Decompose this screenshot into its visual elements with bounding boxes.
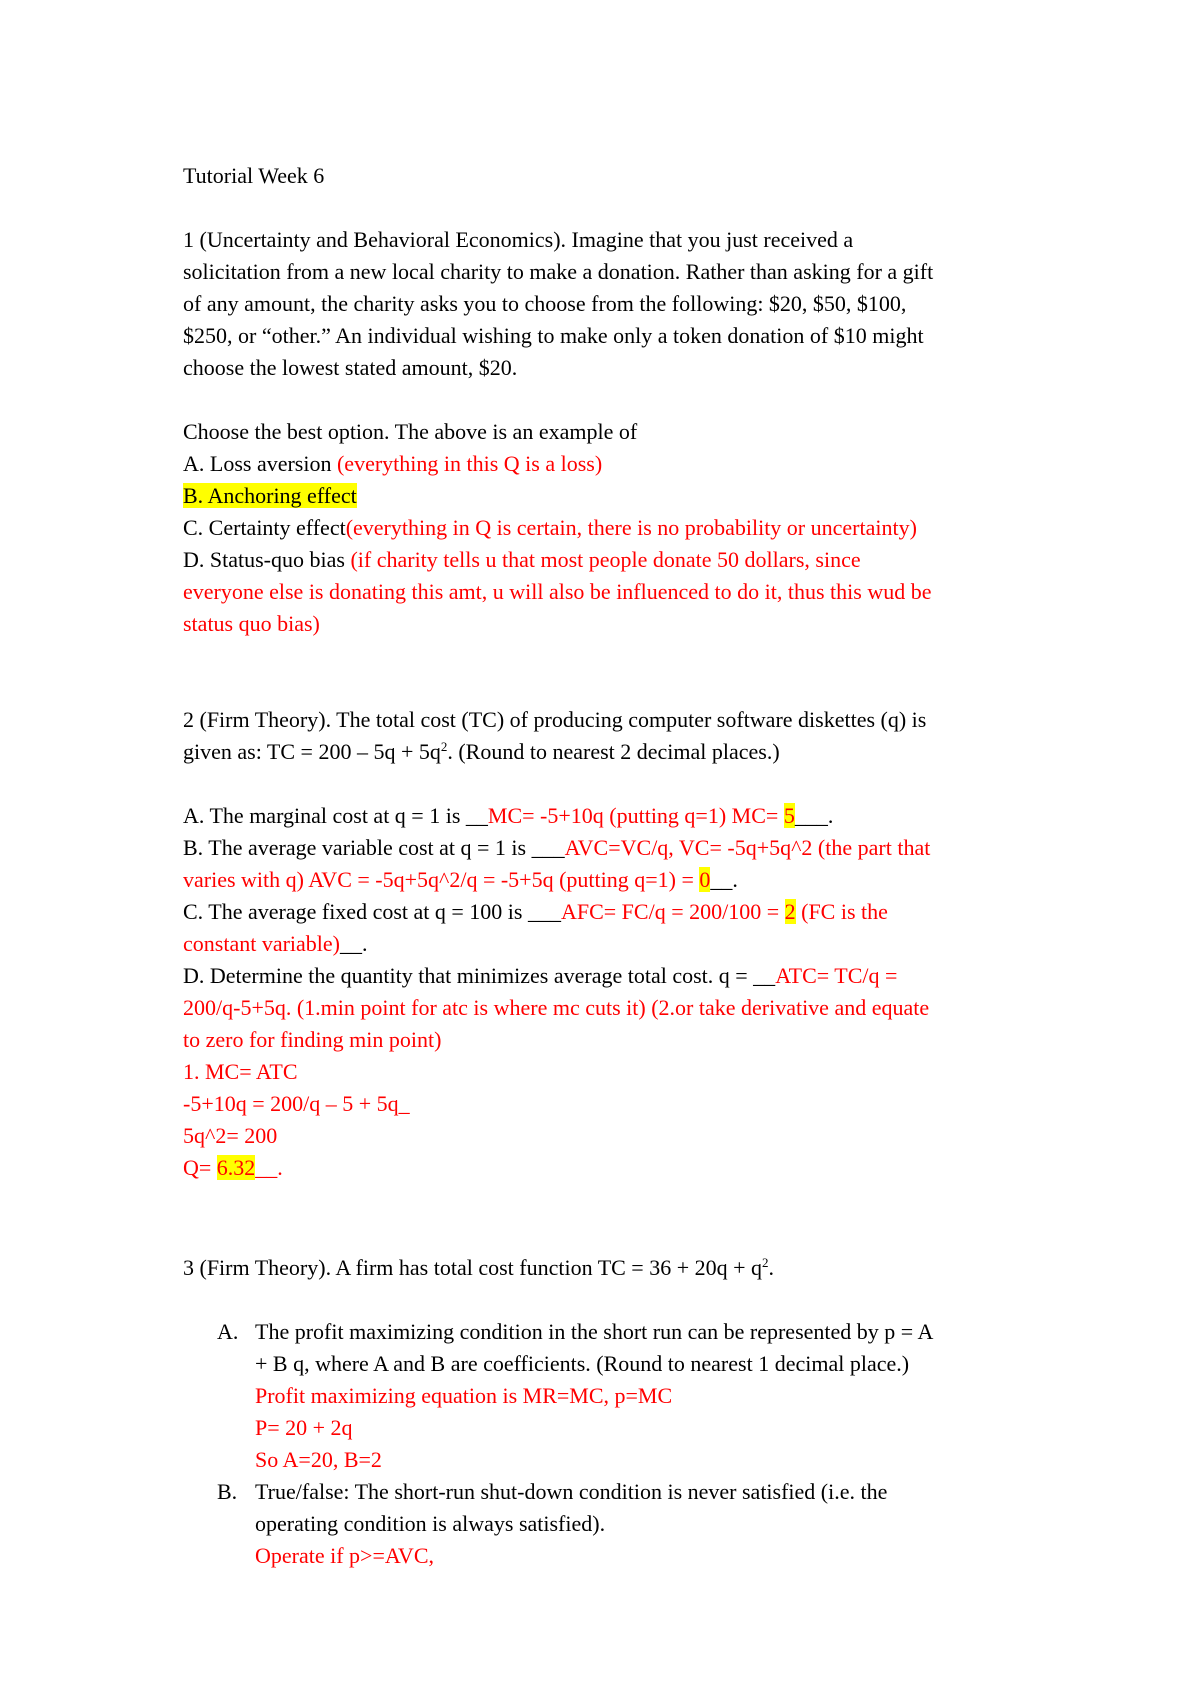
q2-part-b-work: varies with q) AVC = -5q+5q^2/q = -5+5q (putting q=1) = — [183, 867, 700, 892]
q2-part-b-question: B. The average variable cost at q = 1 is ___ — [183, 835, 565, 860]
q3-part-a — [217, 1316, 1033, 1476]
q2-text-line: 2 (Firm Theory). The total cost (TC) of producing computer software diskettes (q) is — [183, 707, 927, 732]
q3-part-a-marker: A. — [217, 1319, 239, 1344]
q2-part-d-work: ATC= TC/q = — [775, 963, 898, 988]
q2-part-d-answer: 6.32 — [216, 1155, 256, 1180]
q1-option-d-note: (if charity tells u that most people donate 50 dollars, since — [350, 547, 861, 572]
q2-part-d-result — [183, 1152, 1033, 1184]
question-2 — [183, 704, 1033, 1184]
q2-part-b-cont — [183, 864, 1033, 896]
q2-part-b — [183, 832, 1033, 864]
q1-prompt: Choose the best option. The above is an example of — [183, 419, 638, 444]
q2-part-a-work: MC= -5+10q (putting q=1) MC= — [487, 803, 784, 828]
q2-part-d-work: to zero for finding min point) — [183, 1027, 442, 1052]
q1-option-a — [183, 448, 1033, 480]
q3-part-a-text: The profit maximizing condition in the short run can be represented by p = A — [255, 1319, 934, 1344]
q3-part-a-answer: So A=20, B=2 — [255, 1447, 382, 1472]
q1-option-a-note: (everything in this Q is a loss) — [336, 451, 603, 476]
q3-exponent: 2 — [762, 1255, 769, 1270]
q2-part-c-note: (FC is the — [795, 899, 888, 924]
q2-part-d — [183, 960, 1033, 992]
q3-part-b — [217, 1476, 1033, 1572]
q2-text-line — [183, 736, 1033, 768]
q1-text-line: of any amount, the charity asks you to choose from the following: $20, $50, $100, — [183, 291, 907, 316]
q1-option-d-note-cont: status quo bias) — [183, 611, 320, 636]
page-title: Tutorial Week 6 — [183, 163, 325, 188]
q3-part-b-text: operating condition is always satisfied). — [255, 1511, 606, 1536]
q1-option-a-label: A. Loss aversion — [183, 451, 337, 476]
q3-part-b-answer: Operate if p>=AVC, — [255, 1543, 434, 1568]
q3-part-a-answer: Profit maximizing equation is MR=MC, p=MC — [255, 1383, 673, 1408]
q2-part-a — [183, 800, 1033, 832]
q3-part-b-marker: B. — [217, 1479, 238, 1504]
document-body — [183, 160, 1033, 1572]
q2-rounding-note: . (Round to nearest 2 decimal places.) — [447, 739, 780, 764]
q2-exponent: 2 — [440, 739, 448, 754]
question-3 — [183, 1252, 1033, 1572]
q2-part-d-question: D. Determine the quantity that minimizes average total cost. q = __ — [183, 963, 776, 988]
q2-part-a-answer: 5 — [783, 803, 795, 828]
q2-part-c-work: AFC= FC/q = 200/100 = — [560, 899, 785, 924]
q2-part-b-work: AVC=VC/q, VC= -5q+5q^2 (the part that — [564, 835, 931, 860]
q3-period: . — [768, 1255, 775, 1280]
q1-option-c-label: C. Certainty effect — [183, 515, 346, 540]
q1-text-line: 1 (Uncertainty and Behavioral Economics). Imagine that you just received a — [183, 227, 854, 252]
q2-part-b-blank: __. — [710, 867, 738, 892]
q1-option-d-note-cont: everyone else is donating this amt, u will also be influenced to do it, thus this wud be — [183, 579, 932, 604]
q2-part-c-answer: 2 — [784, 899, 796, 924]
q2-part-d-step: 5q^2= 200 — [183, 1123, 278, 1148]
q1-option-b — [183, 480, 1033, 512]
question-1 — [183, 224, 1033, 640]
q3-text-line — [183, 1252, 1033, 1284]
q1-option-d — [183, 544, 1033, 576]
q1-text-line: $250, or “other.” An individual wishing to make only a token donation of $10 might — [183, 323, 924, 348]
q3-part-a-text: + B q, where A and B are coefficients. (Round to nearest 1 decimal place.) — [255, 1351, 910, 1376]
q2-part-d-blank: __. — [255, 1155, 283, 1180]
q2-formula: given as: TC = 200 – 5q + 5q — [183, 739, 441, 764]
q2-part-c-question: C. The average fixed cost at q = 100 is ___ — [183, 899, 561, 924]
q2-part-c-note: constant variable) — [183, 931, 340, 956]
q2-part-d-step: Q= — [183, 1155, 217, 1180]
q2-part-c-blank: __. — [340, 931, 368, 956]
q1-option-c — [183, 512, 1033, 544]
q1-text-line: choose the lowest stated amount, $20. — [183, 355, 518, 380]
q2-part-a-question: A. The marginal cost at q = 1 is __ — [183, 803, 488, 828]
q3-part-a-answer: P= 20 + 2q — [255, 1415, 353, 1440]
q2-part-b-answer: 0 — [699, 867, 711, 892]
q3-part-b-text: True/false: The short-run shut-down condition is never satisfied (i.e. the — [255, 1479, 888, 1504]
q2-part-d-work: 200/q-5+5q. (1.min point for atc is where mc cuts it) (2.or take derivative and equate — [183, 995, 930, 1020]
q2-part-c-cont — [183, 928, 1033, 960]
q2-part-c — [183, 896, 1033, 928]
q3-parts-list — [183, 1316, 1033, 1572]
q1-option-d-label: D. Status-quo bias — [183, 547, 351, 572]
q2-part-d-step: -5+10q = 200/q – 5 + 5q_ — [183, 1091, 410, 1116]
q3-formula: 3 (Firm Theory). A firm has total cost function TC = 36 + 20q + q — [183, 1255, 763, 1280]
q2-part-a-blank: ___. — [794, 803, 834, 828]
q1-option-c-note: (everything in Q is certain, there is no probability or uncertainty) — [345, 515, 917, 540]
q1-text-line: solicitation from a new local charity to make a donation. Rather than asking for a gift — [183, 259, 934, 284]
q2-part-d-step: 1. MC= ATC — [183, 1059, 298, 1084]
q1-option-b-highlighted-answer: B. Anchoring effect — [183, 483, 357, 508]
